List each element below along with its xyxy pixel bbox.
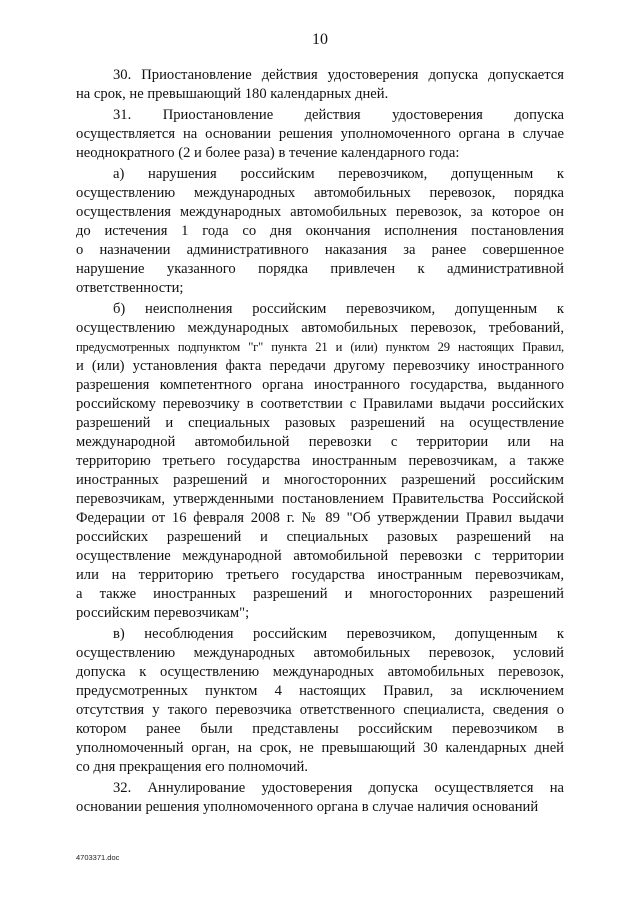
paragraph (76, 106, 564, 163)
text-line: 31. Приостановление действия удостоверения допуска (113, 107, 564, 123)
text-line: 32. Аннулирование удостоверения допуска осуществляется на (113, 780, 564, 796)
text-line: территорию третьего государства иностранным перевозчикам, а также (76, 453, 564, 469)
text-line: нарушение указанного порядка привлечен к административной (76, 261, 564, 277)
text-line: или на территорию третьего государства иностранным перевозчикам, (76, 567, 564, 583)
text-line: российскому перевозчику в соответствии с Правилами выдачи российских (76, 396, 564, 412)
text-line: до истечения 1 года со дня окончания исполнения постановления (76, 223, 564, 239)
paragraph (76, 66, 564, 104)
paragraph (76, 779, 564, 817)
text-line: отсутствия у такого перевозчика ответственного специалиста, сведения о (76, 702, 564, 718)
text-line: и (или) установления факта передачи другому перевозчику иностранного (76, 358, 564, 374)
paragraph (76, 625, 564, 777)
text-line: предусмотренных пунктом 4 настоящих Правил, за исключением (76, 683, 564, 699)
text-line: допуска к осуществлению международных автомобильных перевозок, (76, 664, 564, 680)
text-line: б) неисполнения российским перевозчиком, допущенным к (113, 301, 564, 317)
text-line: основании решения уполномоченного органа в случае наличия оснований (76, 799, 539, 815)
text-line: неоднократного (2 и более раза) в течение календарного года: (76, 145, 460, 161)
text-line: международной автомобильной перевозки с территории или на (76, 434, 564, 450)
document-body (76, 66, 564, 817)
text-line: российских разрешений и специальных разовых разрешений на (76, 529, 564, 545)
text-line: российским перевозчикам"; (76, 605, 250, 621)
text-line: ответственности; (76, 280, 184, 296)
text-line: разрешений и специальных разовых разрешений на осуществление (76, 415, 564, 431)
paragraph (76, 300, 564, 623)
text-line: Федерации от 16 февраля 2008 г. № 89 "Об утверждении Правил выдачи (76, 510, 564, 526)
page-number: 10 (312, 31, 328, 48)
text-line: осуществления международных автомобильных перевозок, за которое он (76, 204, 564, 220)
text-line: со дня прекращения его полномочий. (76, 759, 308, 775)
text-line: 30. Приостановление действия удостоверения допуска допускается (113, 67, 564, 83)
text-line: в) несоблюдения российским перевозчиком, допущенным к (113, 626, 564, 642)
text-line: осуществлению международных автомобильных перевозок, условий (76, 645, 564, 661)
text-line: иностранных разрешений и многосторонних разрешений российским (76, 472, 564, 488)
footer-file-code: 4703371.doc (76, 853, 120, 862)
text-line: уполномоченный орган, на срок, не превышающий 30 календарных дней (76, 740, 564, 756)
text-line: разрешения компетентного органа иностранного государства, выданного (76, 377, 564, 393)
text-line: о назначении административного наказания за ранее совершенное (76, 242, 564, 258)
text-line: осуществление международной автомобильной перевозки с территории (76, 548, 564, 564)
text-line: перевозчикам, утвержденными постановлением Правительства Российской (76, 491, 564, 507)
text-line: осуществлению международных автомобильных перевозок, порядка (76, 185, 564, 201)
text-line: котором ранее были представлены российским перевозчиком в (76, 721, 564, 737)
text-line: осуществлению международных автомобильных перевозок, требований, (76, 320, 564, 336)
paragraph (76, 165, 564, 298)
text-line: а также иностранных разрешений и многосторонних разрешений (76, 586, 564, 602)
text-line: осуществляется на основании решения уполномоченного органа в случае (76, 126, 564, 142)
text-line: а) нарушения российским перевозчиком, допущенным к (113, 166, 564, 182)
text-line: предусмотренных подпунктом "г" пункта 21 и (или) пунктом 29 настоящих Правил, (76, 340, 564, 354)
text-line: на срок, не превышающий 180 календарных дней. (76, 86, 389, 102)
